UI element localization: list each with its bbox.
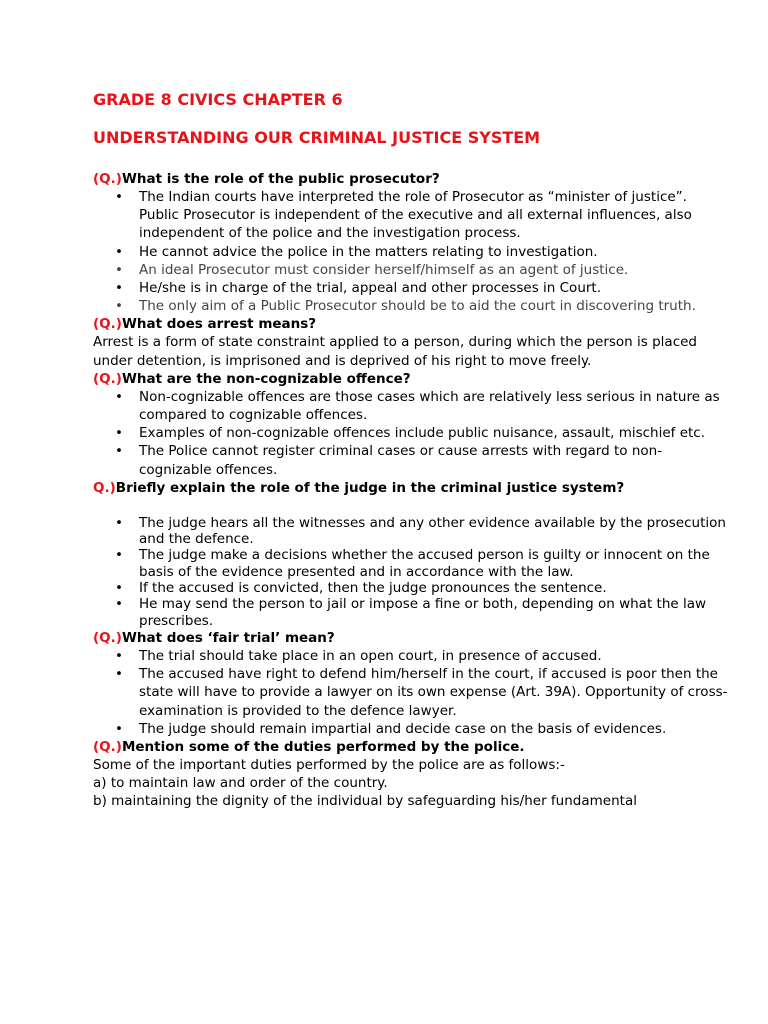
answer-paragraph: Arrest is a form of state constraint applied to a person, during which the person is placed under detention, is imprisoned and is deprived of his right to move freely. [93, 334, 697, 369]
list-item [93, 720, 728, 738]
question-heading [93, 479, 728, 497]
list-item-text: The judge should remain impartial and decide case on the basis of evidences. [139, 720, 667, 737]
bullet-icon: • [115, 580, 123, 597]
question-text: Briefly explain the role of the judge in the criminal justice system? [115, 479, 625, 496]
list-item-text: Non-cognizable offences are those cases which are relatively less serious in nature as compared to cognizable offences. [139, 388, 720, 424]
question-heading [93, 629, 728, 647]
bullet-icon: • [115, 388, 123, 405]
question-tag: Q.) [93, 479, 116, 496]
bullet-icon: • [115, 596, 123, 613]
list-item-text: He/she is in charge of the trial, appeal and other processes in Court. [139, 280, 602, 297]
list-item [93, 243, 728, 261]
question-text: What is the role of the public prosecutor? [121, 171, 440, 187]
question-heading [93, 315, 728, 333]
list-item-text: The only aim of a Public Prosecutor should be to aid the court in discovering truth. [139, 298, 696, 315]
list-item-text: The Indian courts have interpreted the role of Prosecutor as “minister of justice”. Public Prosecutor is independent of the executive and all external influences, also independent of the police and the investigation process. [139, 189, 692, 242]
answer-list [93, 647, 728, 738]
document-subtitle: UNDERSTANDING OUR CRIMINAL JUSTICE SYSTEM [93, 128, 541, 147]
bullet-icon: • [115, 443, 123, 460]
bullet-icon: • [115, 243, 123, 260]
list-item [93, 424, 728, 442]
list-item [93, 547, 728, 580]
list-item [93, 515, 728, 548]
list-item [93, 596, 728, 629]
list-item [93, 442, 728, 478]
list-item-text: An ideal Prosecutor must consider herself/himself as an agent of justice. [139, 261, 629, 278]
answer-line: Some of the important duties performed by the police are as follows:- [93, 756, 565, 773]
document-title: GRADE 8 CIVICS CHAPTER 6 [93, 90, 343, 109]
question-heading [93, 170, 728, 188]
list-item [93, 188, 728, 243]
list-item [93, 388, 728, 424]
question-tag: (Q.) [93, 316, 122, 333]
bullet-icon: • [115, 720, 123, 737]
bullet-icon: • [115, 547, 123, 564]
bullet-icon: • [115, 280, 123, 297]
list-item [93, 297, 728, 315]
question-tag: (Q.) [93, 171, 122, 187]
answer-list [93, 388, 728, 479]
list-item-text: The judge make a decisions whether the accused person is guilty or innocent on the basis of the evidence presented and in accordance with the law. [139, 547, 710, 580]
answer-list [93, 515, 728, 629]
question-heading [93, 738, 728, 756]
bullet-icon: • [115, 425, 123, 442]
list-item-text: He may send the person to jail or impose a fine or both, depending on what the law prescribes. [139, 596, 707, 629]
question-tag: (Q.) [93, 738, 122, 755]
list-item [93, 279, 728, 297]
list-item-text: The accused have right to defend him/herself in the court, if accused is poor then the state will have to provide a lawyer on its own expense (Art. 39A). Opportunity of cross-examination is provided to the defence lawyer. [139, 666, 728, 719]
list-item-text: The judge hears all the witnesses and any other evidence available by the prosecution and the defence. [139, 514, 726, 548]
list-item-text: Examples of non-cognizable offences include public nuisance, assault, mischief etc. [139, 425, 706, 442]
list-item [93, 647, 728, 665]
answer-list [93, 188, 728, 315]
bullet-icon: • [115, 514, 123, 531]
question-text: What does ‘fair trial’ mean? [121, 629, 335, 646]
list-item [93, 580, 728, 596]
question-tag: (Q.) [93, 629, 122, 646]
list-item-text: The trial should take place in an open court, in presence of accused. [139, 647, 602, 664]
bullet-icon: • [115, 298, 123, 315]
answer-line: a) to maintain law and order of the country. [93, 775, 388, 792]
question-tag: (Q.) [93, 370, 122, 387]
spacer [93, 497, 728, 515]
list-item [93, 261, 728, 279]
bullet-icon: • [115, 666, 123, 683]
list-item-text: If the accused is convicted, then the judge pronounces the sentence. [139, 580, 607, 597]
bullet-icon: • [115, 189, 123, 205]
question-text: What are the non-cognizable offence? [121, 370, 411, 387]
list-item-text: The Police cannot register criminal cases or cause arrests with regard to non-cognizable offences. [139, 443, 663, 478]
question-text: Mention some of the duties performed by the police. [121, 738, 525, 755]
answer-line: b) maintaining the dignity of the individual by safeguarding his/her fundamental [93, 793, 637, 810]
question-heading [93, 370, 728, 388]
question-text: What does arrest means? [121, 316, 317, 333]
list-item-text: He cannot advice the police in the matters relating to investigation. [139, 243, 598, 260]
bullet-icon: • [115, 647, 123, 664]
bullet-icon: • [115, 261, 123, 278]
list-item [93, 665, 728, 720]
